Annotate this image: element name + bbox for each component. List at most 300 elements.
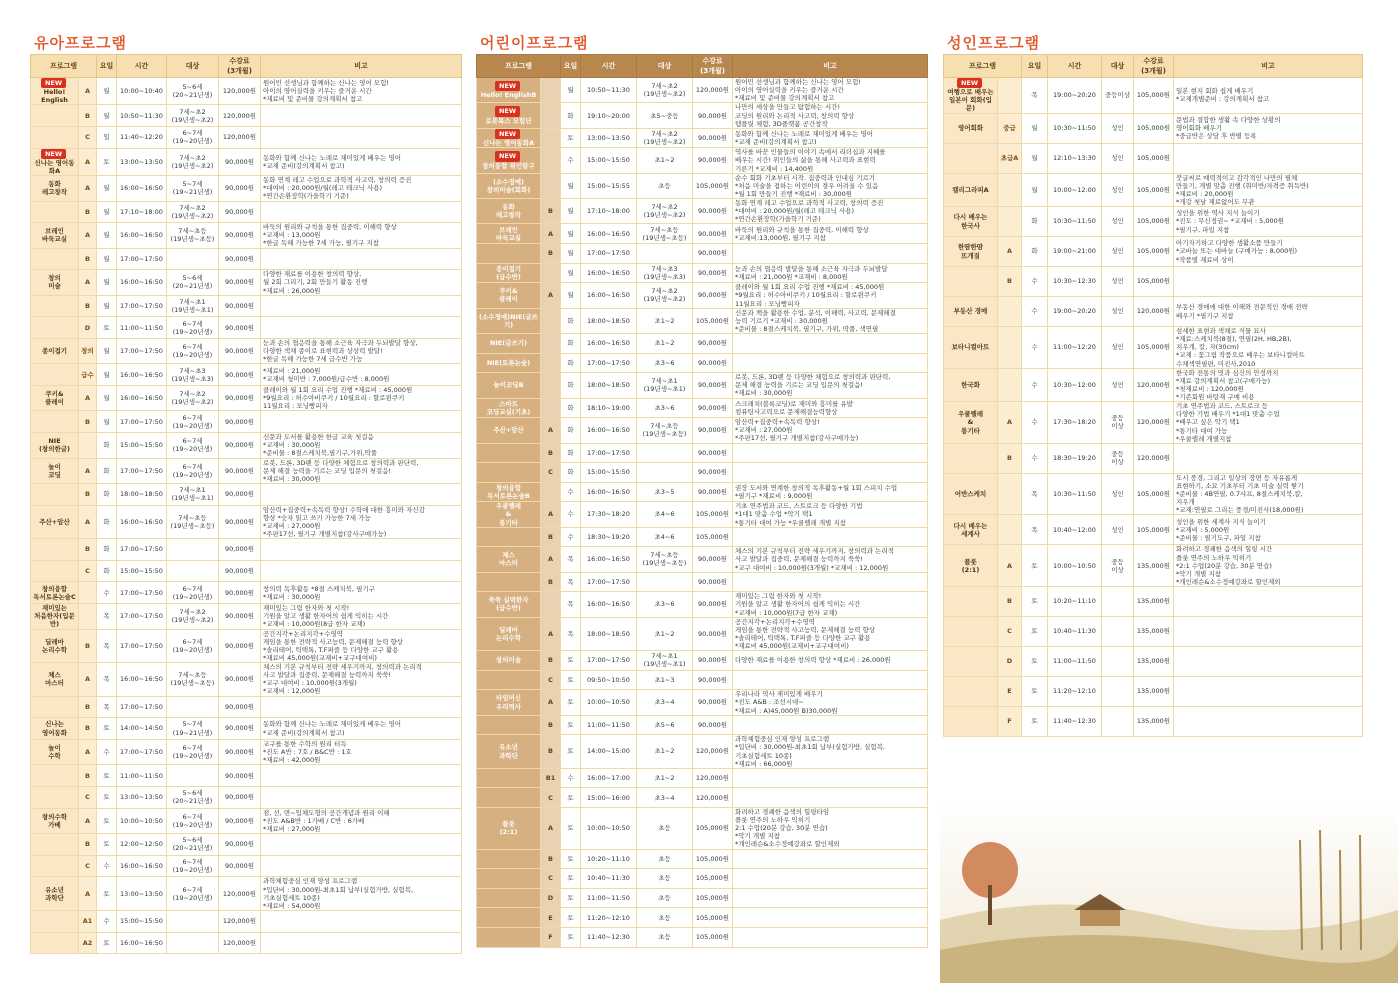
sub-cell <box>541 353 561 373</box>
program-name: 스마트 코딩교실(기초) <box>477 398 541 418</box>
time-cell: 18:00~18:50 <box>581 308 637 333</box>
day-cell: 월 <box>1022 143 1048 173</box>
table-row <box>477 244 928 264</box>
program-name <box>31 364 79 386</box>
day-cell: 토 <box>561 651 581 671</box>
day-cell: 토 <box>1022 677 1048 707</box>
time-cell: 17:00~17:50 <box>581 651 637 671</box>
day-cell: 수 <box>97 739 117 764</box>
fee-cell: 120,000원 <box>219 932 261 954</box>
target-cell: 초등 <box>637 807 693 849</box>
fee-cell: 90,000원 <box>219 696 261 718</box>
program-name: 한국화 <box>944 368 998 402</box>
note-cell <box>733 463 928 483</box>
target-cell <box>637 244 693 264</box>
sub-cell <box>541 263 561 283</box>
column-header: 비고 <box>261 55 462 78</box>
note-cell: 과학체험중심 인재 양성 프로그램 *입단비 : 30,000원-최초1회 납부(실험가방, 실험복, 기초실험세트 10종) *재료비 : 54,000원 <box>261 877 462 911</box>
program-name <box>31 295 79 317</box>
day-cell: 월 <box>561 224 581 244</box>
note-cell: 순수 회화 기초부터 시작. 집중력과 인내심 기르기 *처음 미술을 접하는 어린이의 경우 어려울 수 있음 *월 1회 만들기 진행 *재료비 : 30,000원 <box>733 173 928 198</box>
time-cell: 16:00~16:50 <box>581 547 637 572</box>
time-cell: 18:30~19:20 <box>1048 443 1102 473</box>
time-cell: 16:00~16:50 <box>117 663 167 697</box>
program-name <box>944 677 998 707</box>
program-name <box>31 855 79 877</box>
fee-cell: 120,000원 <box>693 78 733 103</box>
target-cell: 초3~6 <box>637 398 693 418</box>
target-cell: 성인 <box>1102 327 1134 369</box>
fee-cell: 90,000원 <box>219 808 261 833</box>
time-cell: 19:00~20:20 <box>1048 78 1102 114</box>
time-cell: 11:00~11:50 <box>581 888 637 908</box>
fee-cell: 90,000원 <box>693 353 733 373</box>
note-cell: 재미있는 그림 한자와 첫 시작! 기원을 알고 생활 한자어의 쉽게 익히는 시간 *교재비 : 10,000원(7급 한자 교재) <box>733 592 928 617</box>
note-cell: 클레이와 월 1회 요리 수업 진행 *재료비 : 45,000원 *9월요리 : 허수아비쿠키 / 10월요리 : 할로윈쿠키 11월요리 : 모닝빵피자 <box>261 386 462 411</box>
table-header <box>477 55 928 78</box>
day-cell: 토 <box>97 317 117 339</box>
target-cell: 7세~초2 (19년생~초2) <box>167 105 219 127</box>
target-cell <box>1102 587 1134 617</box>
target-cell: 5~7세 (19~21년생) <box>167 176 219 201</box>
note-cell <box>1174 587 1363 617</box>
target-cell: 7세~초1 (19년생~초1) <box>167 295 219 317</box>
table-row <box>31 364 462 386</box>
time-cell: 09:50~10:50 <box>581 670 637 690</box>
program-name: 종이접기 <box>31 339 79 364</box>
time-cell: 11:00~12:20 <box>1048 327 1102 369</box>
day-cell: 월 <box>97 78 117 105</box>
day-cell: 화 <box>561 418 581 443</box>
target-cell: 초등 <box>637 888 693 908</box>
time-cell: 11:00~11:50 <box>1048 647 1102 677</box>
note-cell: 섬세한 표현과 색채로 식물 묘사 *재료:스케치북(8절), 연필(2H, HB,2B), 지우개, 칼, 자(30cm) *교재 : 꽃그림 작품으로 배우는 보타니컬아트 수채색연필편, 미진사,2010 <box>1174 327 1363 369</box>
fee-cell: 90,000원 <box>693 128 733 148</box>
day-cell: 목 <box>561 572 581 592</box>
table-row <box>477 888 928 908</box>
target-cell: 초등 <box>637 869 693 889</box>
sub-cell: E <box>541 908 561 928</box>
day-cell: 월 <box>561 173 581 198</box>
note-cell: 일본 현지 회화 쉽게 배우기 *교재개별준비 : 강의계획서 참고 <box>1174 78 1363 114</box>
table-row <box>477 463 928 483</box>
sub-cell: A <box>79 877 97 911</box>
time-cell: 17:00~17:50 <box>117 696 167 718</box>
sub-cell <box>541 334 561 354</box>
day-cell: 화 <box>561 398 581 418</box>
day-cell: 토 <box>1022 617 1048 647</box>
table-row <box>477 527 928 547</box>
fee-cell: 105,000원 <box>1134 237 1174 267</box>
target-cell: 초5~중등 <box>637 103 693 128</box>
fee-cell: 90,000원 <box>219 386 261 411</box>
table-row <box>477 807 928 849</box>
fee-cell: 90,000원 <box>219 539 261 561</box>
day-cell: 월 <box>97 270 117 295</box>
table-row <box>944 402 1363 444</box>
table-row <box>944 143 1363 173</box>
time-cell: 16:00~16:50 <box>117 932 167 954</box>
day-cell: 토 <box>561 128 581 148</box>
day-cell: 화 <box>97 505 117 539</box>
fee-cell: 90,000원 <box>693 547 733 572</box>
target-cell: 7세~초2 (19년생~초2) <box>637 78 693 103</box>
sub-cell: B <box>79 483 97 505</box>
note-cell: 눈과 손의 협응력 발달을 통해 소근육 자극과 두뇌발달 *재료비 : 21,000원 *교재비 : 8,000원 <box>733 263 928 283</box>
table-row <box>944 368 1363 402</box>
time-cell: 17:00~17:50 <box>581 353 637 373</box>
day-cell: 수 <box>1022 368 1048 402</box>
day-cell: 토 <box>561 735 581 769</box>
time-cell: 11:00~11:50 <box>117 765 167 787</box>
sub-cell: B <box>541 244 561 264</box>
fee-cell: 90,000원 <box>219 248 261 270</box>
program-name: 놀이 수학 <box>31 739 79 764</box>
sub-cell: A <box>541 807 561 849</box>
table-row <box>477 715 928 735</box>
target-cell <box>167 910 219 932</box>
fee-cell: 120,000원 <box>1134 443 1174 473</box>
program-name: NEW 신나는 영어동화A <box>477 128 541 148</box>
day-cell: 토 <box>1022 545 1048 587</box>
day-cell: 월 <box>1022 113 1048 143</box>
target-cell: 초1~2 <box>637 768 693 788</box>
day-cell: 화 <box>1022 207 1048 237</box>
column-header: 수강료 (3개월) <box>693 55 733 78</box>
day-cell: 수 <box>1022 443 1048 473</box>
time-cell: 19:00~21:00 <box>1048 237 1102 267</box>
program-name: 쿠키& 클레이 <box>31 386 79 411</box>
note-cell <box>733 927 928 947</box>
sub-cell: E <box>998 677 1022 707</box>
day-cell: 화 <box>97 433 117 458</box>
note-cell <box>261 834 462 856</box>
note-cell <box>1174 267 1363 297</box>
target-cell: 초3~6 <box>637 353 693 373</box>
sub-cell: B <box>79 411 97 433</box>
time-cell: 10:00~10:40 <box>117 78 167 105</box>
table-row <box>31 808 462 833</box>
table-row <box>477 199 928 224</box>
target-cell: 5~6세 (20~21년생) <box>167 834 219 856</box>
table-row <box>944 473 1363 515</box>
table-row <box>477 308 928 333</box>
column-header: 요일 <box>1022 55 1048 78</box>
day-cell: 토 <box>561 908 581 928</box>
note-cell: 눈과 손의 협응력을 통해 소근육 자극과 두뇌발달 향상, 다양한 색채 종이로 표현력과 상상력 발달! *한글 독해 가능한 7세 급수반 가능 <box>261 339 462 364</box>
fee-cell: 90,000원 <box>219 339 261 364</box>
sub-cell: F <box>998 707 1022 737</box>
program-name: 딜레마 논리수학 <box>31 629 79 663</box>
day-cell: 토 <box>97 808 117 833</box>
fee-cell: 90,000원 <box>693 715 733 735</box>
fee-cell: 90,000원 <box>219 582 261 604</box>
target-cell: 초4~6 <box>637 502 693 527</box>
table-row <box>477 373 928 398</box>
program-name <box>477 715 541 735</box>
target-cell: 7세~초등 (19년생~초등) <box>637 547 693 572</box>
day-cell: 수 <box>1022 297 1048 327</box>
adult-table <box>943 54 1363 737</box>
fee-cell: 90,000원 <box>219 663 261 697</box>
time-cell: 19:10~20:00 <box>581 103 637 128</box>
program-name: 브레인 바둑교실 <box>477 224 541 244</box>
fee-cell: 90,000원 <box>693 283 733 308</box>
sub-cell: C <box>541 869 561 889</box>
note-cell <box>733 768 928 788</box>
fee-cell: 90,000원 <box>693 263 733 283</box>
note-cell: 한국화 전통의 멋과 심신의 안정까지 *재료 강의계획서 참고(구매가능) *첫재료비 : 120,000원 *기존회원 바탕재 구매 비용 <box>1174 368 1363 402</box>
day-cell: 토 <box>561 670 581 690</box>
program-name: 체스 마스터 <box>31 663 79 697</box>
table-header <box>31 55 462 78</box>
table-row <box>477 572 928 592</box>
table-row <box>31 248 462 270</box>
column-header: 프로그램 <box>944 55 1022 78</box>
fee-cell: 105,000원 <box>1134 267 1174 297</box>
program-name: 캘리그라피A <box>944 173 998 207</box>
sub-cell: A <box>79 176 97 201</box>
sub-cell: B <box>541 715 561 735</box>
sub-cell: A <box>79 78 97 105</box>
fee-cell: 90,000원 <box>219 718 261 740</box>
sub-cell: A <box>79 386 97 411</box>
fee-cell: 90,000원 <box>219 629 261 663</box>
program-name: 놀이코딩B <box>477 373 541 398</box>
table-row <box>31 696 462 718</box>
note-cell: 원어민 선생님과 함께하는 신나는 영어 모험! 아이의 영어실력을 키우는 즐거운 시간 *재료비 및 준비물 강의계획서 참고 <box>733 78 928 103</box>
day-cell: 목 <box>561 547 581 572</box>
target-cell: 6~7세 (19~20년생) <box>167 855 219 877</box>
target-cell <box>167 932 219 954</box>
time-cell: 15:00~15:50 <box>581 463 637 483</box>
program-name <box>477 788 541 808</box>
sub-cell <box>998 207 1022 237</box>
time-cell: 10:30~12:00 <box>1048 368 1102 402</box>
sub-cell: C <box>541 788 561 808</box>
target-cell: 7세~초2 (19년생~초2) <box>167 148 219 175</box>
target-cell: 초1~2 <box>637 148 693 173</box>
table-row <box>477 908 928 928</box>
time-cell: 16:00~16:50 <box>581 263 637 283</box>
fee-cell: 120,000원 <box>219 105 261 127</box>
table-row <box>477 735 928 769</box>
day-cell: 화 <box>97 539 117 561</box>
day-cell: 토 <box>561 715 581 735</box>
sub-cell: B <box>541 527 561 547</box>
target-cell: 7세~초3 (19년생~초3) <box>637 263 693 283</box>
note-cell: 성인을 위한 역사 지식 늘이기 *진도 : 무신정권~ *교재비 : 5,000원 *필기구, 파일 지참 <box>1174 207 1363 237</box>
day-cell: 토 <box>97 765 117 787</box>
table-row <box>477 927 928 947</box>
note-cell: 암산력+집중력+속독력 향상! *교재비 : 27,000원 *주판17선, 필기구 개별지참(강사구매가능) <box>733 418 928 443</box>
day-cell: 토 <box>97 834 117 856</box>
program-name: 다시 배우는 세계사 <box>944 515 998 545</box>
program-name <box>477 888 541 908</box>
day-cell: 수 <box>561 527 581 547</box>
note-cell: 재미있는 그림 한자와 첫 시작! 기원을 알고 생활 한자어의 쉽게 익히는 시간 *교재비 : 10,000원(8급 한자 교재) <box>261 604 462 629</box>
note-cell <box>1174 677 1363 707</box>
sub-cell <box>541 308 561 333</box>
target-cell: 7세~초2 (19년생~초2) <box>637 199 693 224</box>
target-cell: 6~7세 (19~20년생) <box>167 582 219 604</box>
time-cell: 17:30~18:20 <box>1048 402 1102 444</box>
time-cell: 13:00~13:50 <box>117 786 167 808</box>
time-cell: 10:30~11:50 <box>1048 113 1102 143</box>
day-cell: 화 <box>1022 237 1048 267</box>
target-cell: 초5~6 <box>637 715 693 735</box>
time-cell: 12:10~13:30 <box>1048 143 1102 173</box>
program-name <box>944 143 998 173</box>
time-cell: 10:40~12:00 <box>1048 515 1102 545</box>
day-cell: 목 <box>97 604 117 629</box>
fee-cell: 135,000원 <box>1134 707 1174 737</box>
day-cell: 수 <box>561 502 581 527</box>
program-name <box>31 696 79 718</box>
day-cell: 월 <box>97 223 117 248</box>
program-name: 재미있는 처음한자(입문반) <box>31 604 79 629</box>
note-cell: 나만의 세상을 만들고 탐험하는 시간! 코딩의 원리와 논리적 사고력, 창의력 향상 템플릿 체험, 3D플랫폼 공간창작 <box>733 103 928 128</box>
note-cell: 클레이와 월 1회 요리 수업 진행 *재료비 : 45,000원 *9월요리 : 허수아비쿠키 / 10월요리 : 할로윈쿠키 11월요리 : 모닝빵피자 <box>733 283 928 308</box>
fee-cell: 90,000원 <box>219 201 261 223</box>
sub-cell <box>541 148 561 173</box>
fee-cell: 105,000원 <box>693 927 733 947</box>
target-cell: 초4~6 <box>637 527 693 547</box>
day-cell: 토 <box>97 877 117 911</box>
target-cell: 6~7세 (19~20년생) <box>167 317 219 339</box>
note-cell: 부동산 경매에 대한 이해와 전문적인 경매 전략 배우기 *필기구 지참 <box>1174 297 1363 327</box>
sub-cell: A2 <box>79 932 97 954</box>
fee-cell: 90,000원 <box>693 103 733 128</box>
program-name: 창의융합 독서토론논술B <box>477 482 541 502</box>
program-name <box>944 443 998 473</box>
time-cell: 13:00~13:50 <box>117 148 167 175</box>
program-name: NEW 창의융합 위인탐구 <box>477 148 541 173</box>
program-name: 창의수학 가베 <box>31 808 79 833</box>
program-name: 브레인 바둑교실 <box>31 223 79 248</box>
sub-cell: A <box>79 148 97 175</box>
note-cell <box>733 334 928 354</box>
target-cell: 5~6세 (20~21년생) <box>167 270 219 295</box>
day-cell: 목 <box>561 592 581 617</box>
note-cell: 화려하고 경쾌한 음색의 힐링 시간 플룻 연주의 노하우 익히기 *2:1 수업(20분 강습, 30분 연습) *악기 개별 지참 *개인레슨&소수정예강좌로 할인제외 <box>1174 545 1363 587</box>
table-row <box>944 78 1363 114</box>
fee-cell: 90,000원 <box>219 295 261 317</box>
table-row <box>31 339 462 364</box>
target-cell: 초1~3 <box>637 670 693 690</box>
time-cell: 16:00~17:00 <box>581 768 637 788</box>
time-cell: 17:00~17:50 <box>117 411 167 433</box>
target-cell <box>1102 677 1134 707</box>
note-cell <box>261 765 462 787</box>
table-row <box>477 173 928 198</box>
time-cell: 17:10~18:00 <box>117 201 167 223</box>
table-row <box>477 128 928 148</box>
target-cell: 6~7세 (19~20년생) <box>167 458 219 483</box>
sub-cell: B <box>79 834 97 856</box>
sub-cell: A <box>541 617 561 651</box>
time-cell: 17:00~17:50 <box>117 629 167 663</box>
sub-cell: B <box>79 201 97 223</box>
table-row <box>477 788 928 808</box>
target-cell: 성인 <box>1102 473 1134 515</box>
table-row <box>944 327 1363 369</box>
sub-cell: D <box>541 888 561 908</box>
time-cell: 11:40~12:30 <box>581 927 637 947</box>
program-name: 보타니컬아트 <box>944 327 998 369</box>
program-name: NEW 신나는 영어동화A <box>31 148 79 175</box>
program-name <box>477 443 541 463</box>
table-row <box>31 629 462 663</box>
note-cell: 로봇, 드론, 3D펜 등 다양한 체험으로 창의력과 판단력, 문제 해결 능력을 기르는 코딩 입문의 첫걸음! *재료비 : 30,000원 <box>261 458 462 483</box>
program-name <box>31 834 79 856</box>
sub-cell: B <box>998 587 1022 617</box>
note-cell: *재료비 : 21,000원 *교재비 청미반 : 7,000원/급수반 : 8,000원 <box>261 364 462 386</box>
note-cell <box>261 910 462 932</box>
note-cell <box>261 539 462 561</box>
note-cell: 동화와 함께 신나는 노래로 재미있게 배우는 영어 *교재 준비(강의계획서 참고) <box>261 148 462 175</box>
fee-cell: 90,000원 <box>219 483 261 505</box>
target-cell: 초3~6 <box>637 592 693 617</box>
fee-cell: 90,000원 <box>693 373 733 398</box>
time-cell: 16:00~16:50 <box>581 224 637 244</box>
day-cell: 수 <box>97 855 117 877</box>
note-cell: 역사를 바꾼 인물들의 이야기 속에서 리더십과 지혜를 배우는 시간! 위인들의 삶을 통해 사고력과 표현력 기른기 *교재비 : 14,400원 <box>733 148 928 173</box>
note-cell <box>1174 647 1363 677</box>
sub-cell: A <box>79 223 97 248</box>
program-name <box>31 539 79 561</box>
day-cell: 수 <box>561 768 581 788</box>
day-cell: 목 <box>1022 473 1048 515</box>
target-cell: 성인 <box>1102 173 1134 207</box>
note-cell: 붓글씨로 매력적이고 감각적인 나만의 필체 만들기, 개별 맞춤 진행 (취미반/자격증 취득반) *재료비 : 20,000원 *개강 첫날 재료없어도 무관 <box>1174 173 1363 207</box>
target-cell: 초등 <box>637 849 693 869</box>
fee-cell: 105,000원 <box>693 527 733 547</box>
note-cell: 로봇, 드론, 3D펜 등 다양한 체험으로 창의력과 판단력, 문제 해결 능력을 기르는 코딩 입문의 첫걸음! *재료비 : 30,000원 <box>733 373 928 398</box>
table-row <box>944 113 1363 143</box>
day-cell: 목 <box>97 663 117 697</box>
table-row <box>477 78 928 103</box>
sub-cell: B <box>79 765 97 787</box>
target-cell: 7세~초2 (19년생~초2) <box>167 604 219 629</box>
program-name: 유소년 과학단 <box>477 735 541 769</box>
note-cell <box>733 869 928 889</box>
time-cell: 10:00~10:50 <box>1048 545 1102 587</box>
sub-cell: A <box>79 808 97 833</box>
table-row <box>31 105 462 127</box>
time-cell: 16:00~16:50 <box>581 283 637 308</box>
table-row <box>31 910 462 932</box>
table-row <box>477 547 928 572</box>
sub-cell: 급수 <box>79 364 97 386</box>
new-badge: NEW <box>957 78 982 88</box>
program-name <box>477 463 541 483</box>
fee-cell: 90,000원 <box>219 433 261 458</box>
day-cell: 토 <box>561 807 581 849</box>
fee-cell: 90,000원 <box>693 617 733 651</box>
note-cell: 신문과 책을 활용한 수업, 분석, 이해력, 사고력, 문제해결 능력 기르기 *교재비 : 30,000원 *준비물 : 8절스케치북, 필기구, 가위, 딱풀, 색연필 <box>733 308 928 333</box>
fee-cell: 105,000원 <box>693 173 733 198</box>
time-cell: 17:00~17:50 <box>581 244 637 264</box>
target-cell: 7세~초등 (19년생~초등) <box>167 663 219 697</box>
column-header: 수강료 (3개월) <box>219 55 261 78</box>
time-cell: 17:00~17:50 <box>117 582 167 604</box>
table-row <box>31 201 462 223</box>
table-row <box>31 148 462 175</box>
day-cell: 화 <box>97 483 117 505</box>
target-cell: 6~7세 (19~20년생) <box>167 433 219 458</box>
note-cell: 창의력 독후활동 *8절 스케치북, 필기구 *재료비 : 30,000원 <box>261 582 462 604</box>
